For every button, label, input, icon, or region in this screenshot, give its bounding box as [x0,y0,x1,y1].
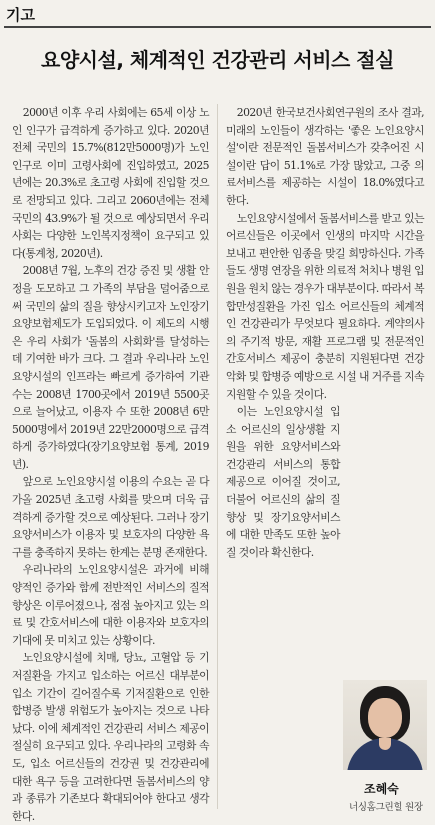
article-column-left [12,104,209,825]
article-column-right [226,104,424,561]
article-paragraph: 앞으로 노인요양시설 이용의 수요는 곧 다가올 2025년 초고령 사회를 맞으며 더욱 급격하게 증가할 것으로 예상된다. 그러나 장기요양서비스가 이용자 및 보호자의 다양한 욕구를 충족하지 못하는 한계는 분명 존재한다. [12,475,209,559]
article-paragraph: 이는 노인요양시설 입소 어르신의 일상생활 지원을 위한 요양서비스와 건강관리 서비스의 통합 제공으로 이어질 것이고, 더불어 어르신의 삶의 질 향상 및 장기요양서비스에 대한 만족도 또한 높아질 것이라 확신한다. [226,405,340,559]
author-name: 조혜숙 [364,782,399,796]
article-paragraph: 2000년 이후 우리 사회에는 65세 이상 노인 인구가 급격하게 증가하고 있다. 2020년 전체 국민의 15.7%(812만5000명)가 노인 인구로 이미 고령사회에 진입하였고, 2025년에는 20.3%로 초고령 사회에 진입할 것으로 전망되고 있다. 그리고 2060년에는 전체 국민의 43.9%가 될 것으로 예상되면서 우리 사회는 다양한 노인복지정책이 요구되고 있다(통계청, 2020년). [12,106,209,260]
column-divider [217,104,218,809]
article-paragraph: 우리나라의 노인요양시설은 과거에 비해 양적인 증가와 함께 전반적인 서비스의 질적 향상은 이루어졌으나, 점점 높아지고 있는 의료 및 간호서비스에 대한 이용자와 보호자의 기대에 못 미치고 있는 상황이다. [12,563,209,647]
author-photo-face [368,698,402,738]
article-paragraph: 2020년 한국보건사회연구원의 조사 결과, 미래의 노인들이 생각하는 '좋은 노인요양시설'이란 전문적인 돌봄서비스가 갖추어진 시설이란 답이 51.1%로 가장 많았고, 그중 의료서비스를 제공하는 시설이 18.0%였다고 한다. [226,106,424,207]
author-photo [343,680,427,770]
article-paragraph: 2008년 7월, 노후의 건강 증진 및 생활 안정을 도모하고 그 가족의 부담을 덜어줌으로써 국민의 삶의 질을 향상시키고자 노인장기요양보험제도가 도입되었다. 이 제도의 시행은 우리 사회가 '돌봄의 사회화'를 달성하는 데 기여한 바가 크다. 그 결과 우리나라 노인요양시설의 인프라는 빠르게 증가하여 기관 수는 2008년 1700곳에서 2019년 5500곳으로 늘어났고, 이용자 수 또한 2008년 6만 5000명에서 2019년 22만2000명으로 급격하게 증가하였다(장기요양보험 통계, 2019년). [12,264,209,471]
article-headline: 요양시설, 체계적인 건강관리 서비스 절실 [41,48,394,72]
article-paragraph: 노인요양시설에 치매, 당뇨, 고혈압 등 기저질환을 가지고 입소하는 어르신 대부분이 입소 기간이 길어질수록 기저질환으로 인한 합병증 발생 위험도가 높아지는 것으로 나타났다. 이에 체계적인 건강관리 서비스 제공이 절실히 요구되고 있다. 우리나라의 고령화 속도, 입소 어르신들의 건강권 및 건강관리에 대한 욕구 등을 고려한다면 돌봄서비스의 양과 종류가 기존보다 확대되어야 한다고 생각한다. [12,651,209,823]
section-tag: 기고 [6,6,35,24]
article-paragraph: 노인요양시설에서 돌봄서비스를 받고 있는 어르신들은 이곳에서 인생의 마지막 시간을 보내고 편안한 임종을 맞길 희망하신다. 가족들도 생명 연장을 위한 의료적 처치나 병원 입원을 원치 않는 경우가 대부분이다. 따라서 복합만성질환을 가진 입소 어르신들의 체계적인 건강관리가 무엇보다 필요하다. 계약의사의 주기적 방문, 재활 프로그램 및 전문적인 간호서비스 제공이 충분히 지원된다면 건강악화 및 합병증 예방으로 시설 내 거주를 지속 지원할 수 있을 것이다. [226,211,425,401]
author-title: 너싱홈그린힐 원장 [349,802,423,813]
author-photo-collar [379,738,391,750]
header-rule [4,26,431,28]
